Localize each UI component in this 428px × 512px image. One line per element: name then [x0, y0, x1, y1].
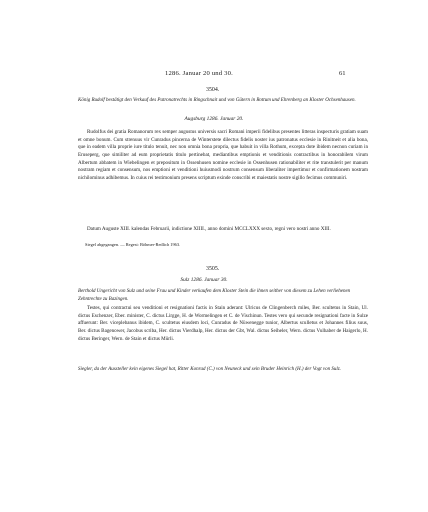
witness-list-3505-body: Testes, qui contractui seu venditioni et resignationi factis in Stain aderant: Ulricus de Clingenberch miles, Ber. scultetus in Stain, Ul. dictus Eschenzer, Eber. minister, C. dictus Lirgge, H. de Wormelingen et C. de Vischinun. Testes vero qui secunde resignationi facte in Sulze affuerunt: Ber. viceplebanus ibidem, C. scultetus eiusdem loci, Cunradus de Nüwenegge tunior, Albertus sculletus et Johannes filius suus, Ber. dictus Bagenower, Jacobus scriba, Her. dictus Vierdhalp, Her. dictus der Gbt, Wal. dictus Seiheler, Wern. dictus Vulhaber de Haigerlo, H. dictus Beringer, Wern. de Stain et dictus Mürli.	[78, 305, 368, 342]
sealer-note-3505	[78, 366, 368, 374]
place-date-3505: Sulz 1286. Januar 30.	[180, 277, 228, 283]
editorial-note-3504: Siegel abgegangen. — Regest: Böhmer-Redlich 1963.	[85, 242, 181, 247]
document-summary-3505: Berthold Ungericht von Sulz und seine Frau und Kinder verkaufen dem Kloster Stein die ihnen seither von diesem zu Lehen verliehenen Zehntrechte zu Bazingen.	[78, 289, 351, 302]
witness-list-3505	[78, 305, 368, 343]
document-summary-3504: König Rudolf bestätigt den Verkauf des Patronatrechts in Ringschnait und von Gütern in Rottum und Ehrenberg an Kloster Ochsenhausen.	[78, 98, 356, 103]
document-number-3504: 3504.	[206, 87, 220, 93]
document-number-3505: 3505.	[206, 266, 220, 272]
sealer-note-3505-body: Siegler, da der Aussteller kein eigenes Siegel hat, Ritter Konrad (C.) von Neuneck und sein Bruder Heinrich (H.) der Vogt von Sulz.	[78, 367, 341, 372]
charter-text-3504-body: Rudolfus dei gratia Romanorum rex semper augustus universis sacri Romani imperii fidelibus presentes litteras inspecturis gratiam suam et omne bonum. Cum strenuus vir Cunradus pincerna de Winterstete dilectus fidelis noster ius patronatus ecclesie in Rinitneit et alia bona, que in eadem villa proprie iure titulo tenuit, nec non omnia bona propria, que habuit in villa Rothum, excepta dote ibidem necnon curiam in Eruseperg, que similiter ad eum proprietatis titulo pertinebat, mediantibus emptionis et venditionis contractibus in honorabilem virum Albertum abbatem in Wiebelingen et prepositum in Ossenhusen nomine ecclesie in Ossenhusen rationabiliter et rite transtulerit per manum nostram regiam et consensum, nos emptioni et venditioni huiusmodi nostrum consensum liberaliter impertimur et confirmationem nostram nichilominus adhibemus. In cuius rei testimonium presens scriptum exinde conscribi et maiestatis nostre sigillo fecimus communiri.	[78, 129, 368, 181]
page-number: 61	[339, 70, 346, 77]
dating-clause-3504-body: Datum Auguste XIII. kalendas Februarii, indictione XIIII., anno domini MCCLXXX sexto, regni vero nostri anno XIII.	[87, 226, 331, 232]
place-date-3504: Augsburg 1286. Januar 20.	[184, 116, 244, 122]
running-header	[0, 70, 428, 82]
charter-text-3504	[78, 129, 368, 183]
dating-clause-3504	[78, 226, 368, 234]
header-title: 1286. Januar 20 und 30.	[165, 70, 233, 77]
